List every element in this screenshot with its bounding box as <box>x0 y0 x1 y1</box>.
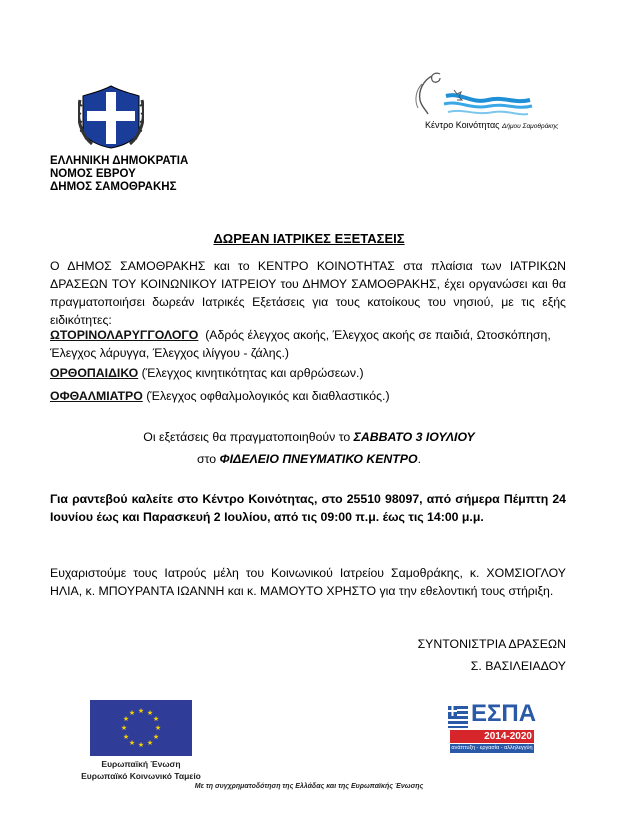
signature-block <box>418 633 566 677</box>
specialty-item <box>50 364 566 382</box>
eu-label: Ευρωπαϊκή Ένωση <box>101 759 181 769</box>
schedule-venue: ΦΙΔΕΛΕΙΟ ΠΝΕΥΜΑΤΙΚΟ ΚΕΝΤΡΟ <box>219 452 418 466</box>
appointment-paragraph: Για ραντεβού καλείτε στο Κέντρο Κοινότητας, στο 25510 98097, από σήμερα Πέμπτη 24 Ιουνίου έως και Παρασκευή 2 Ιουλίου, από τις 09:00 π.μ. έως τις 14:00 μ.μ. <box>50 492 566 524</box>
document-title: ΔΩΡΕΑΝ ΙΑΤΡΙΚΕΣ ΕΞΕΤΑΣΕΙΣ <box>213 231 405 246</box>
logo-subname: Δήμου Σαμοθράκης <box>502 123 559 130</box>
svg-text:★: ★ <box>146 709 154 717</box>
schedule-date-line <box>0 430 618 444</box>
signature-name: Σ. ΒΑΣΙΛΕΙΑΔΟΥ <box>470 659 566 673</box>
specialty-description: (Έλεγχος οφθαλμολογικός και διαθλαστικός.) <box>146 389 390 403</box>
greek-flag-icon <box>448 706 468 728</box>
espa-years: 2014-2020 <box>450 730 534 743</box>
specialty-name: ΟΦΘΑΛΜΙΑΤΡΟ <box>50 389 143 403</box>
svg-text:★: ★ <box>152 715 160 723</box>
cofinance-note: Με τη συγχρηματοδότηση της Ελλάδας και της Ευρωπαϊκής Ένωσης <box>194 783 424 790</box>
specialty-item <box>50 387 566 405</box>
community-center-emblem-icon <box>410 70 540 122</box>
schedule-text: Οι εξετάσεις θα πραγματοποιηθούν το <box>143 430 354 444</box>
esf-label: Ευρωπαϊκό Κοινωνικό Ταμείο <box>81 771 201 781</box>
issuer-block <box>50 155 188 194</box>
intro-paragraph: Ο ΔΗΜΟΣ ΣΑΜΟΘΡΑΚΗΣ και το ΚΕΝΤΡΟ ΚΟΙΝΟΤΗΤΑΣ στα πλαίσια των ΙΑΤΡΙΚΩΝ ΔΡΑΣΕΩΝ ΤΟΥ ΚΟΙΝΩΝΙΚΟΥ ΙΑΤΡΕΙΟΥ του ΔΗΜΟΥ ΣΑΜΟΘΡΑΚΗΣ, έχει οργανώσει και θα πραγματοποιήσει δωρεάν Ιατρικές Εξετάσεις για τους κατοίκους του νησιού, με τις εξής ειδικότητες: <box>50 259 566 327</box>
eu-logo <box>78 700 204 782</box>
svg-text:★: ★ <box>128 739 136 747</box>
espa-logo <box>448 702 538 758</box>
community-center-logo <box>410 70 559 138</box>
espa-title: ΕΣΠΑ <box>471 700 537 727</box>
specialty-description: (Έλεγχος κινητικότητας και αρθρώσεων.) <box>141 366 364 380</box>
svg-text:★: ★ <box>122 715 130 723</box>
svg-text:★: ★ <box>154 724 162 732</box>
issuer-line: ΕΛΛΗΝΙΚΗ ΔΗΜΟΚΡΑΤΙΑ <box>50 155 189 167</box>
schedule-date: ΣΑΒΒΑΤΟ 3 ΙΟΥΛΙΟΥ <box>353 430 475 444</box>
specialty-name: ΟΡΘΟΠΑΙΔΙΚΟ <box>50 366 139 380</box>
svg-text:★: ★ <box>137 707 145 715</box>
schedule-text: στο <box>197 452 220 466</box>
specialty-description: (Αδρός έλεγχος ακοής, Έλεγχος ακοής σε παιδιά, Ωτοσκόπηση, Έλεγχος λάρυγγα, Έλεγχος ιλίγγου - ζάλης.) <box>50 328 551 360</box>
svg-text:★: ★ <box>122 733 130 741</box>
specialty-item <box>50 326 566 362</box>
greek-coat-of-arms <box>78 82 144 150</box>
espa-slogan: ανάπτυξη - εργασία - αλληλεγγύη <box>451 745 533 751</box>
svg-text:★: ★ <box>146 739 154 747</box>
signature-role: ΣΥΝΤΟΝΙΣΤΡΙΑ ΔΡΑΣΕΩΝ <box>417 637 566 651</box>
logo-name: Κέντρο Κοινότητας <box>425 120 500 130</box>
eu-flag-icon <box>90 700 192 756</box>
svg-text:★: ★ <box>152 733 160 741</box>
svg-text:★: ★ <box>137 741 145 749</box>
svg-text:★: ★ <box>120 724 128 732</box>
svg-text:★: ★ <box>128 709 136 717</box>
issuer-line: ΔΗΜΟΣ ΣΑΜΟΘΡΑΚΗΣ <box>50 181 177 193</box>
issuer-line: ΝΟΜΟΣ ΕΒΡΟΥ <box>50 168 136 180</box>
specialty-name: ΩΤΟΡΙΝΟΛΑΡΥΓΓΟΛΟΓΟ <box>50 328 199 342</box>
thanks-paragraph: Ευχαριστούμε τους Ιατρούς μέλη του Κοινωνικού Ιατρείου Σαμοθράκης, κ. ΧΟΜΣΙΟΓΛΟΥ ΗΛΙΑ, κ. ΜΠΟΥΡΑΝΤΑ ΙΩΑΝΝΗ και κ. ΜΑΜΟΥΤΟ ΧΡΗΣΤΟ για την εθελοντική τους στήριξη. <box>50 566 566 598</box>
schedule-venue-line <box>0 452 618 466</box>
schedule-text: . <box>417 452 421 466</box>
